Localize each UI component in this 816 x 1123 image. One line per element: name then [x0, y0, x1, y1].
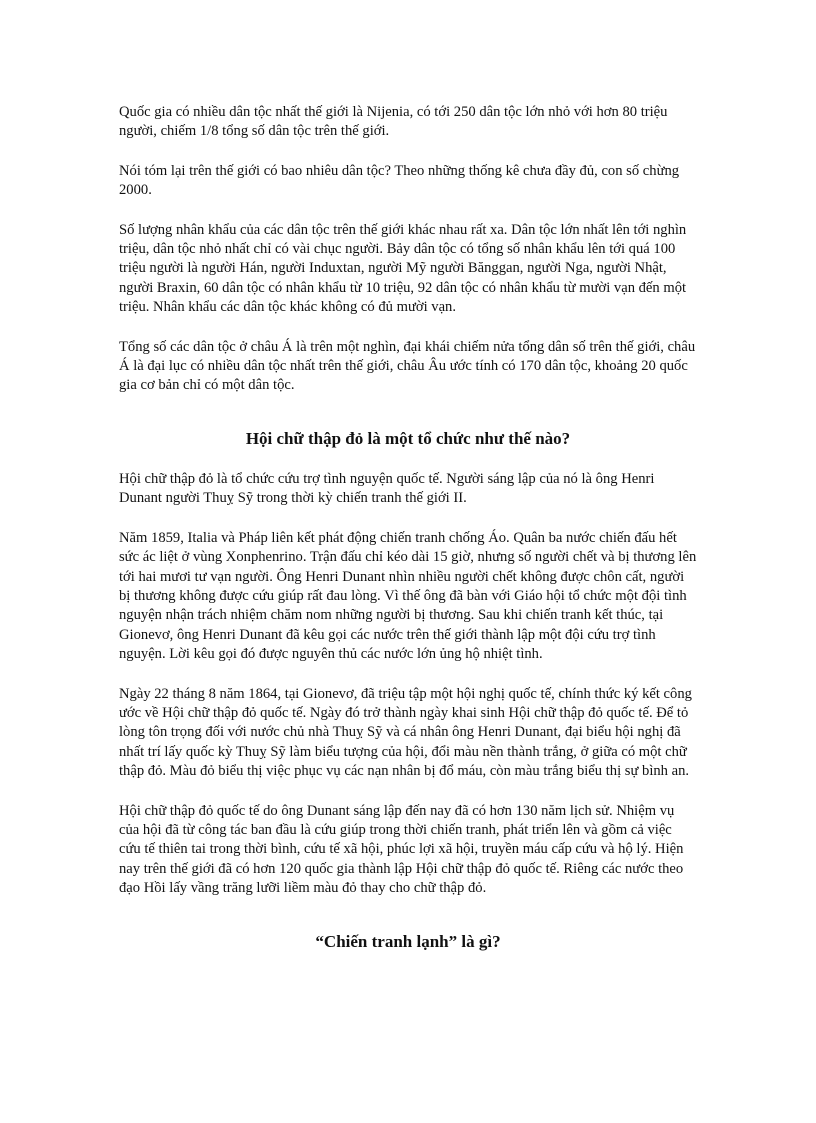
paragraph-red-cross-history: Hội chữ thập đỏ quốc tế do ông Dunant sáng lập đến nay đã có hơn 130 năm lịch sử. Nhiệm vụ của hội đã từ công tác ban đầu là cứu giúp trong thời chiến tranh, phát triển lên và gồm cả việc cứu tế thiên tai trong thời bình, cứu tế xã hội, phúc lợi xã hội, truyền máu cấp cứu và hộ lý. Hiện nay trên thế giới đã có hơn 120 quốc gia thành lập Hội chữ thập đỏ quốc tế. Riêng các nước theo đạo Hồi lấy vầng trăng lưỡi liềm màu đỏ thay cho chữ thập đỏ. — [119, 802, 684, 897]
paragraph-nigeria: Quốc gia có nhiều dân tộc nhất thế giới là Nijenia, có tới 250 dân tộc lớn nhỏ với hơn 80 triệu người, chiếm 1/8 tổng số dân tộc trên thế giới. — [119, 104, 668, 140]
paragraph-population: Số lượng nhân khẩu của các dân tộc trên thế giới khác nhau rất xa. Dân tộc lớn nhất lên tới nghìn triệu, dân tộc nhỏ nhất chỉ có vài chục người. Bảy dân tộc có tổng số nhân khẩu lên tới quá 100 triệu người là người Hán, người Induxtan, người Mỹ người Bănggan, người Nga, người Nhật, người Braxin, 60 dân tộc có nhân khẩu từ 10 triệu, 92 dân tộc có nhân khẩu từ mười vạn đến một triệu. Nhân khẩu các dân tộc khác không có đủ mười vạn. — [119, 221, 687, 316]
paragraph-asia-europe: Tổng số các dân tộc ở châu Á là trên một nghìn, đại khái chiếm nửa tổng dân số trên thế giới, châu Á là đại lục có nhiều dân tộc nhất trên thế giới, châu Âu ước tính có 170 dân tộc, khoảng 20 quốc gia cơ bản chỉ có một dân tộc. — [119, 338, 696, 394]
paragraph-red-cross-1864: Ngày 22 tháng 8 năm 1864, tại Gionevơ, đã triệu tập một hội nghị quốc tế, chính thức ký kết công ước về Hội chữ thập đỏ quốc tế. Ngày đó trở thành ngày khai sinh Hội chữ thập đỏ quốc tế. Để tỏ lòng tôn trọng đối với nước chủ nhà Thuỵ Sỹ và cá nhân ông Henri Dunant, đại biểu hội nghị đã nhất trí lấy quốc kỳ Thuỵ Sỹ làm biểu tượng của hội, đổi màu nền thành trắng, ở giữa có một chữ thập đỏ. Màu đỏ biểu thị việc phục vụ các nạn nhân bị đổ máu, còn màu trắng biểu thị sự bình an. — [119, 685, 692, 780]
paragraph-red-cross-1859: Năm 1859, Italia và Pháp liên kết phát động chiến tranh chống Áo. Quân ba nước chiến đấu hết sức ác liệt ở vùng Xonphenrino. Trận đấu chỉ kéo dài 15 giờ, nhưng số người chết và bị thương lên tới hai mươi tư vạn người. Ông Henri Dunant nhìn nhiều người chết không được chôn cất, người bị thương không được cứu giúp rất đau lòng. Vì thế ông đã bàn với Giáo hội tổ chức một đội tình nguyện nhận trách nhiệm chăm nom những người bị thương. Sau khi chiến tranh kết thúc, tại Gionevơ, ông Henri Dunant đã kêu gọi các nước trên thế giới thành lập một đội cứu trợ tình nguyện. Lời kêu gọi đó được nguyên thủ các nước lớn ủng hộ nhiệt tình. — [119, 529, 697, 663]
document-page — [119, 103, 697, 973]
paragraph-ethnic-count: Nói tóm lại trên thế giới có bao nhiêu dân tộc? Theo những thống kê chưa đầy đủ, con số chừng 2000. — [119, 162, 680, 199]
heading-cold-war: “Chiến tranh lạnh” là gì? — [315, 931, 501, 951]
paragraph-red-cross-intro: Hội chữ thập đỏ là tổ chức cứu trợ tình nguyện quốc tế. Người sáng lập của nó là ông Henri Dunant người Thuỵ Sỹ trong thời kỳ chiến tranh thế giới II. — [119, 470, 655, 507]
heading-red-cross: Hội chữ thập đỏ là một tổ chức như thế nào? — [245, 428, 571, 448]
